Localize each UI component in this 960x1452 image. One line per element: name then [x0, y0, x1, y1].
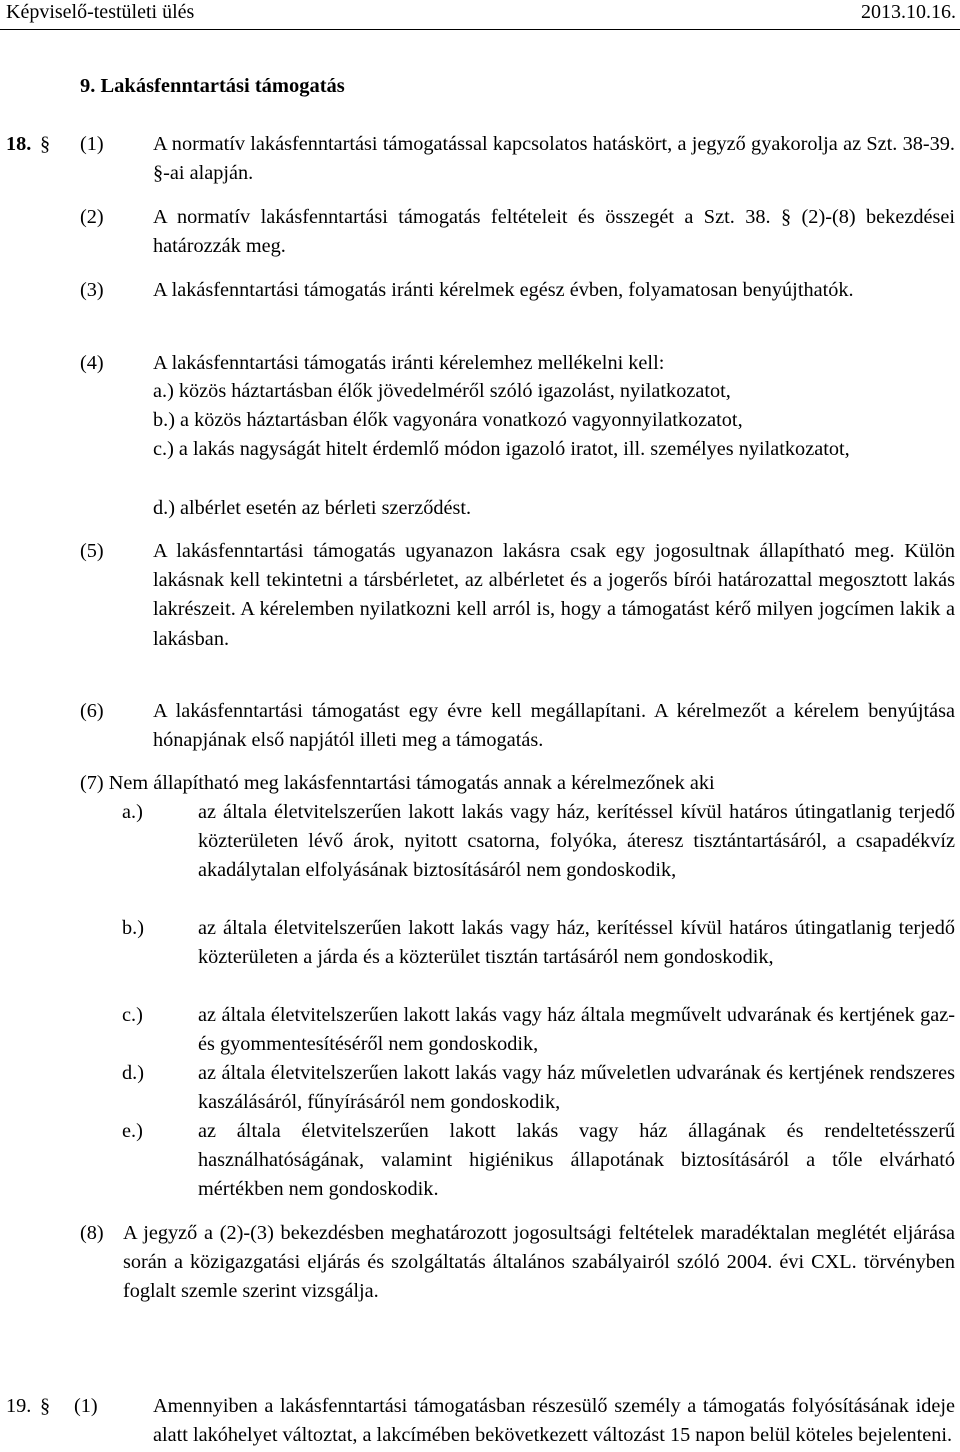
- p7-item-a-label: a.): [122, 801, 143, 823]
- p5-number: (5): [80, 540, 104, 562]
- header-date: 2013.10.16.: [861, 1, 956, 23]
- p7-item-a-text: az általa életvitelszerűen lakott lakás vagy ház, kerítéssel kívül határos útingatlanig terjedő közterületen lévő árok, nyitott csatorna, folyóka, áteresz tisztántartásáról, a csapadékvíz akadálytalan elfolyásának biztosításáról nem gondoskodik,: [198, 801, 955, 882]
- p7-item-e-text: az általa életvitelszerűen lakott lakás vagy ház állagának és rendeltetésszerű használhatóságának, valamint higiénikus állapotának biztosításáról a tőle elvárható mértékben nem gondoskodik.: [198, 1120, 955, 1201]
- paragraph-sign-19: §: [40, 1395, 51, 1417]
- p4-item-a: a.) közös háztartásban élők jövedelméről szóló igazolást, nyilatkozatot,: [153, 380, 731, 402]
- p1-text: A normatív lakásfenntartási támogatással kapcsolatos hatáskört, a jegyző gyakorolja az Szt. 38-39. §-ai alapján.: [153, 133, 955, 185]
- header-meeting-title: Képviselő-testületi ülés: [6, 1, 195, 23]
- p1-number: (1): [80, 133, 104, 155]
- p7-intro: (7) Nem állapítható meg lakásfenntartási támogatás annak a kérelmezőnek aki: [80, 772, 715, 794]
- p7-item-d-label: d.): [122, 1062, 144, 1084]
- paragraph-sign-18: §: [40, 133, 51, 155]
- p6-text: A lakásfenntartási támogatást egy évre kell megállapítani. A kérelmezőt a kérelem benyújtása hónapjának első napjától illeti meg a támogatás.: [153, 700, 955, 752]
- section-number-19: 19.: [6, 1395, 32, 1417]
- p2-number: (2): [80, 206, 104, 228]
- section-title: 9. Lakásfenntartási támogatás: [80, 75, 345, 97]
- p7-item-c-label: c.): [122, 1004, 143, 1026]
- p8-text: A jegyző a (2)-(3) bekezdésben meghatározott jogosultsági feltételek maradéktalan meglétét eljárása során a közigazgatási eljárás és szolgáltatás általános szabályairól szóló 2004. évi CXL. törvényben foglalt szemle szerint vizsgálja.: [123, 1222, 955, 1303]
- p4-number: (4): [80, 352, 104, 374]
- p3-text: A lakásfenntartási támogatás iránti kérelmek egész évben, folyamatosan benyújthatók.: [153, 279, 854, 301]
- p2-text: A normatív lakásfenntartási támogatás feltételeit és összegét a Szt. 38. § (2)-(8) bekezdései határozzák meg.: [153, 206, 955, 258]
- p6-number: (6): [80, 700, 104, 722]
- p4-item-b: b.) a közös háztartásban élők vagyonára vonatkozó vagyonnyilatkozatot,: [153, 409, 743, 431]
- page-header: [0, 0, 960, 30]
- p7-item-b-label: b.): [122, 917, 144, 939]
- p5-text: A lakásfenntartási támogatás ugyanazon lakásra csak egy jogosultnak állapítható meg. Külön lakásnak kell tekintetni a társbérletet, az albérletet és a jogerős bírói határozattal megosztott lakás lakrészeit. A kérelemben nyilatkozni kell arról is, hogy a támogatást kérő milyen jogcímen lakik a lakásban.: [153, 540, 955, 650]
- p7-item-d-text: az általa életvitelszerűen lakott lakás vagy ház műveletlen udvarának és kertjének rendszeres kaszálásáról, fűnyírásáról nem gondoskodik,: [198, 1062, 955, 1114]
- section-number-18: 18.: [6, 133, 32, 155]
- s19-p1-text: Amennyiben a lakásfenntartási támogatásban részesülő személy a támogatás folyósításának ideje alatt lakóhelyet változtat, a lakcímében bekövetkezett változást 15 napon belül köteles bejelenteni.: [153, 1395, 955, 1447]
- p4-intro: A lakásfenntartási támogatás iránti kérelemhez mellékelni kell:: [153, 352, 665, 374]
- p4-item-c: c.) a lakás nagyságát hitelt érdemlő módon igazoló iratot, ill. személyes nyilatkozatot,: [153, 438, 850, 460]
- p7-item-e-label: e.): [122, 1120, 143, 1142]
- p7-item-c-text: az általa életvitelszerűen lakott lakás vagy ház általa megművelt udvarának és kertjének gaz- és gyommentesítéséről nem gondoskodik,: [198, 1004, 955, 1056]
- p3-number: (3): [80, 279, 104, 301]
- p8-number: (8): [80, 1222, 104, 1244]
- p4-item-d: d.) albérlet esetén az bérleti szerződést.: [153, 497, 472, 519]
- s19-p1-number: (1): [74, 1395, 98, 1417]
- p7-item-b-text: az általa életvitelszerűen lakott lakás vagy ház, kerítéssel kívül határos útingatlanig terjedő közterületen a járda és a közterület tisztán tartásáról nem gondoskodik,: [198, 917, 955, 969]
